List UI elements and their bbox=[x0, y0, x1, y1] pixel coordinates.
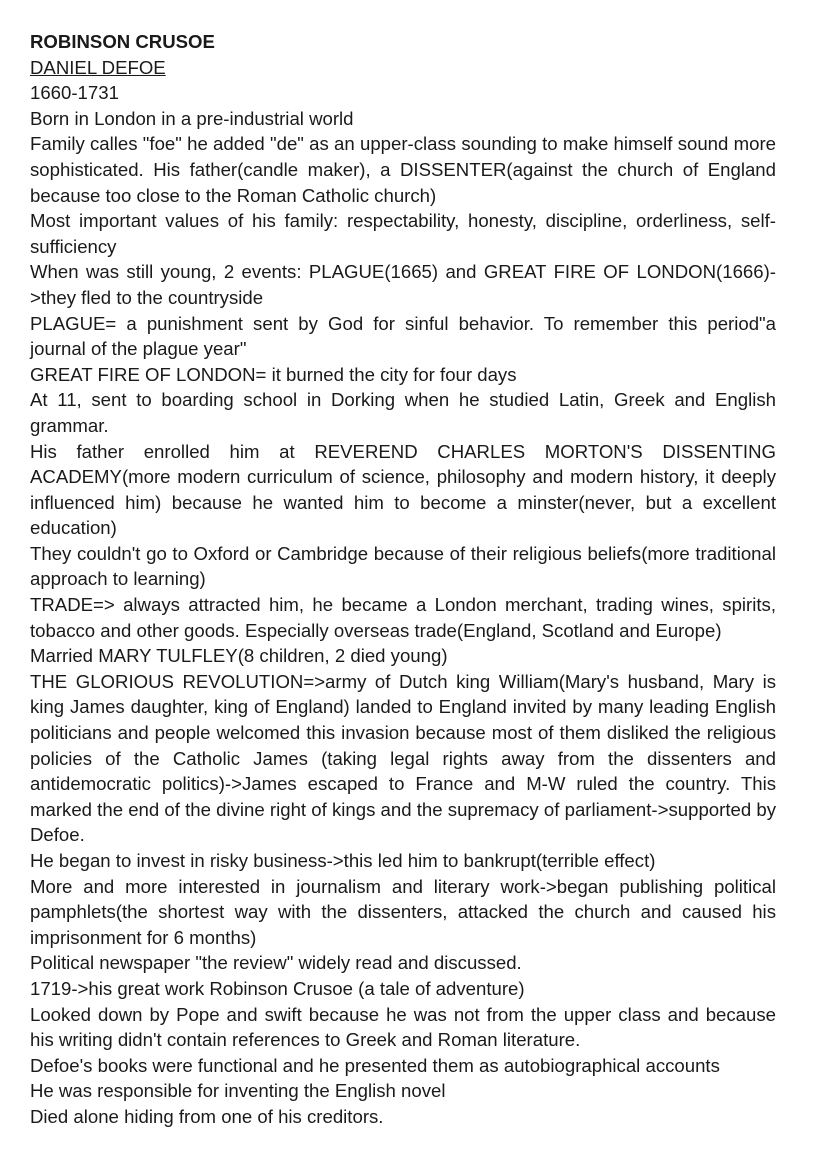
paragraph-trade: TRADE=> always attracted him, he became a London merchant, trading wines, spirits, tobacco and other goods. Especially overseas trade(England, Scotland and Europe) bbox=[30, 594, 776, 641]
paragraph-family-name: Family calles "foe" he added "de" as an upper-class sounding to make himself sound more sophisticated. His father(candle maker), a DISSENTER(against the church of England because too close to the Roman Catholic church) bbox=[30, 133, 776, 206]
paragraph-family-values: Most important values of his family: respectability, honesty, discipline, orderliness, self-sufficiency bbox=[30, 210, 776, 257]
paragraph-pope-swift: Looked down by Pope and swift because he was not from the upper class and because his writing didn't contain references to Greek and Roman literature. bbox=[30, 1003, 776, 1051]
paragraph-birth: Born in London in a pre-industrial world bbox=[30, 107, 354, 129]
document-title: ROBINSON CRUSOE bbox=[30, 31, 215, 52]
paragraph-books: Defoe's books were functional and he presented them as autobiographical accounts bbox=[30, 1054, 720, 1076]
author-dates: 1660-1731 bbox=[30, 82, 119, 104]
paragraph-boarding-school: At 11, sent to boarding school in Dorking when he studied Latin, Greek and English grammar. bbox=[30, 389, 776, 436]
paragraph-oxford-cambridge: They couldn't go to Oxford or Cambridge because of their religious beliefs(more traditional approach to learning) bbox=[30, 542, 776, 590]
paragraph-marriage: Married MARY TULFLEY(8 children, 2 died young) bbox=[30, 645, 448, 667]
paragraph-two-events: When was still young, 2 events: PLAGUE(1665) and GREAT FIRE OF LONDON(1666)->they fled to the countryside bbox=[30, 261, 776, 308]
paragraph-glorious-revolution: THE GLORIOUS REVOLUTION=>army of Dutch king William(Mary's husband, Mary is king James daughter, king of England) landed to England invited by many leading English politicians and people welcomed this invasion because most of them disliked the religious policies of the Catholic James (taking legal rights away from the dissenters and antidemocratic politics)->James escaped to France and M-W ruled the country. This marked the end of the divine right of kings and the supremacy of parliament->supported by Defoe. bbox=[30, 670, 776, 846]
document-page bbox=[30, 29, 776, 1130]
author-name: DANIEL DEFOE bbox=[30, 56, 166, 78]
paragraph-1719: 1719->his great work Robinson Crusoe (a tale of adventure) bbox=[30, 977, 525, 999]
paragraph-bankrupt: He began to invest in risky business->this led him to bankrupt(terrible effect) bbox=[30, 850, 656, 871]
paragraph-academy: His father enrolled him at REVEREND CHARLES MORTON'S DISSENTING ACADEMY(more modern curriculum of science, philosophy and modern history, it deeply influenced him) because he wanted him to become a minster(never, but a excellent education) bbox=[30, 440, 776, 539]
paragraph-review: Political newspaper "the review" widely read and discussed. bbox=[30, 952, 522, 974]
paragraph-novel: He was responsible for inventing the English novel bbox=[30, 1080, 446, 1102]
paragraph-plague: PLAGUE= a punishment sent by God for sinful behavior. To remember this period"a journal of the plague year" bbox=[30, 312, 776, 360]
paragraph-death: Died alone hiding from one of his creditors. bbox=[30, 1105, 384, 1127]
paragraph-journalism: More and more interested in journalism and literary work->began publishing political pamphlets(the shortest way with the dissenters, attacked the church and caused his imprisonment for 6 months) bbox=[30, 875, 776, 948]
paragraph-great-fire: GREAT FIRE OF LONDON= it burned the city for four days bbox=[30, 363, 517, 385]
